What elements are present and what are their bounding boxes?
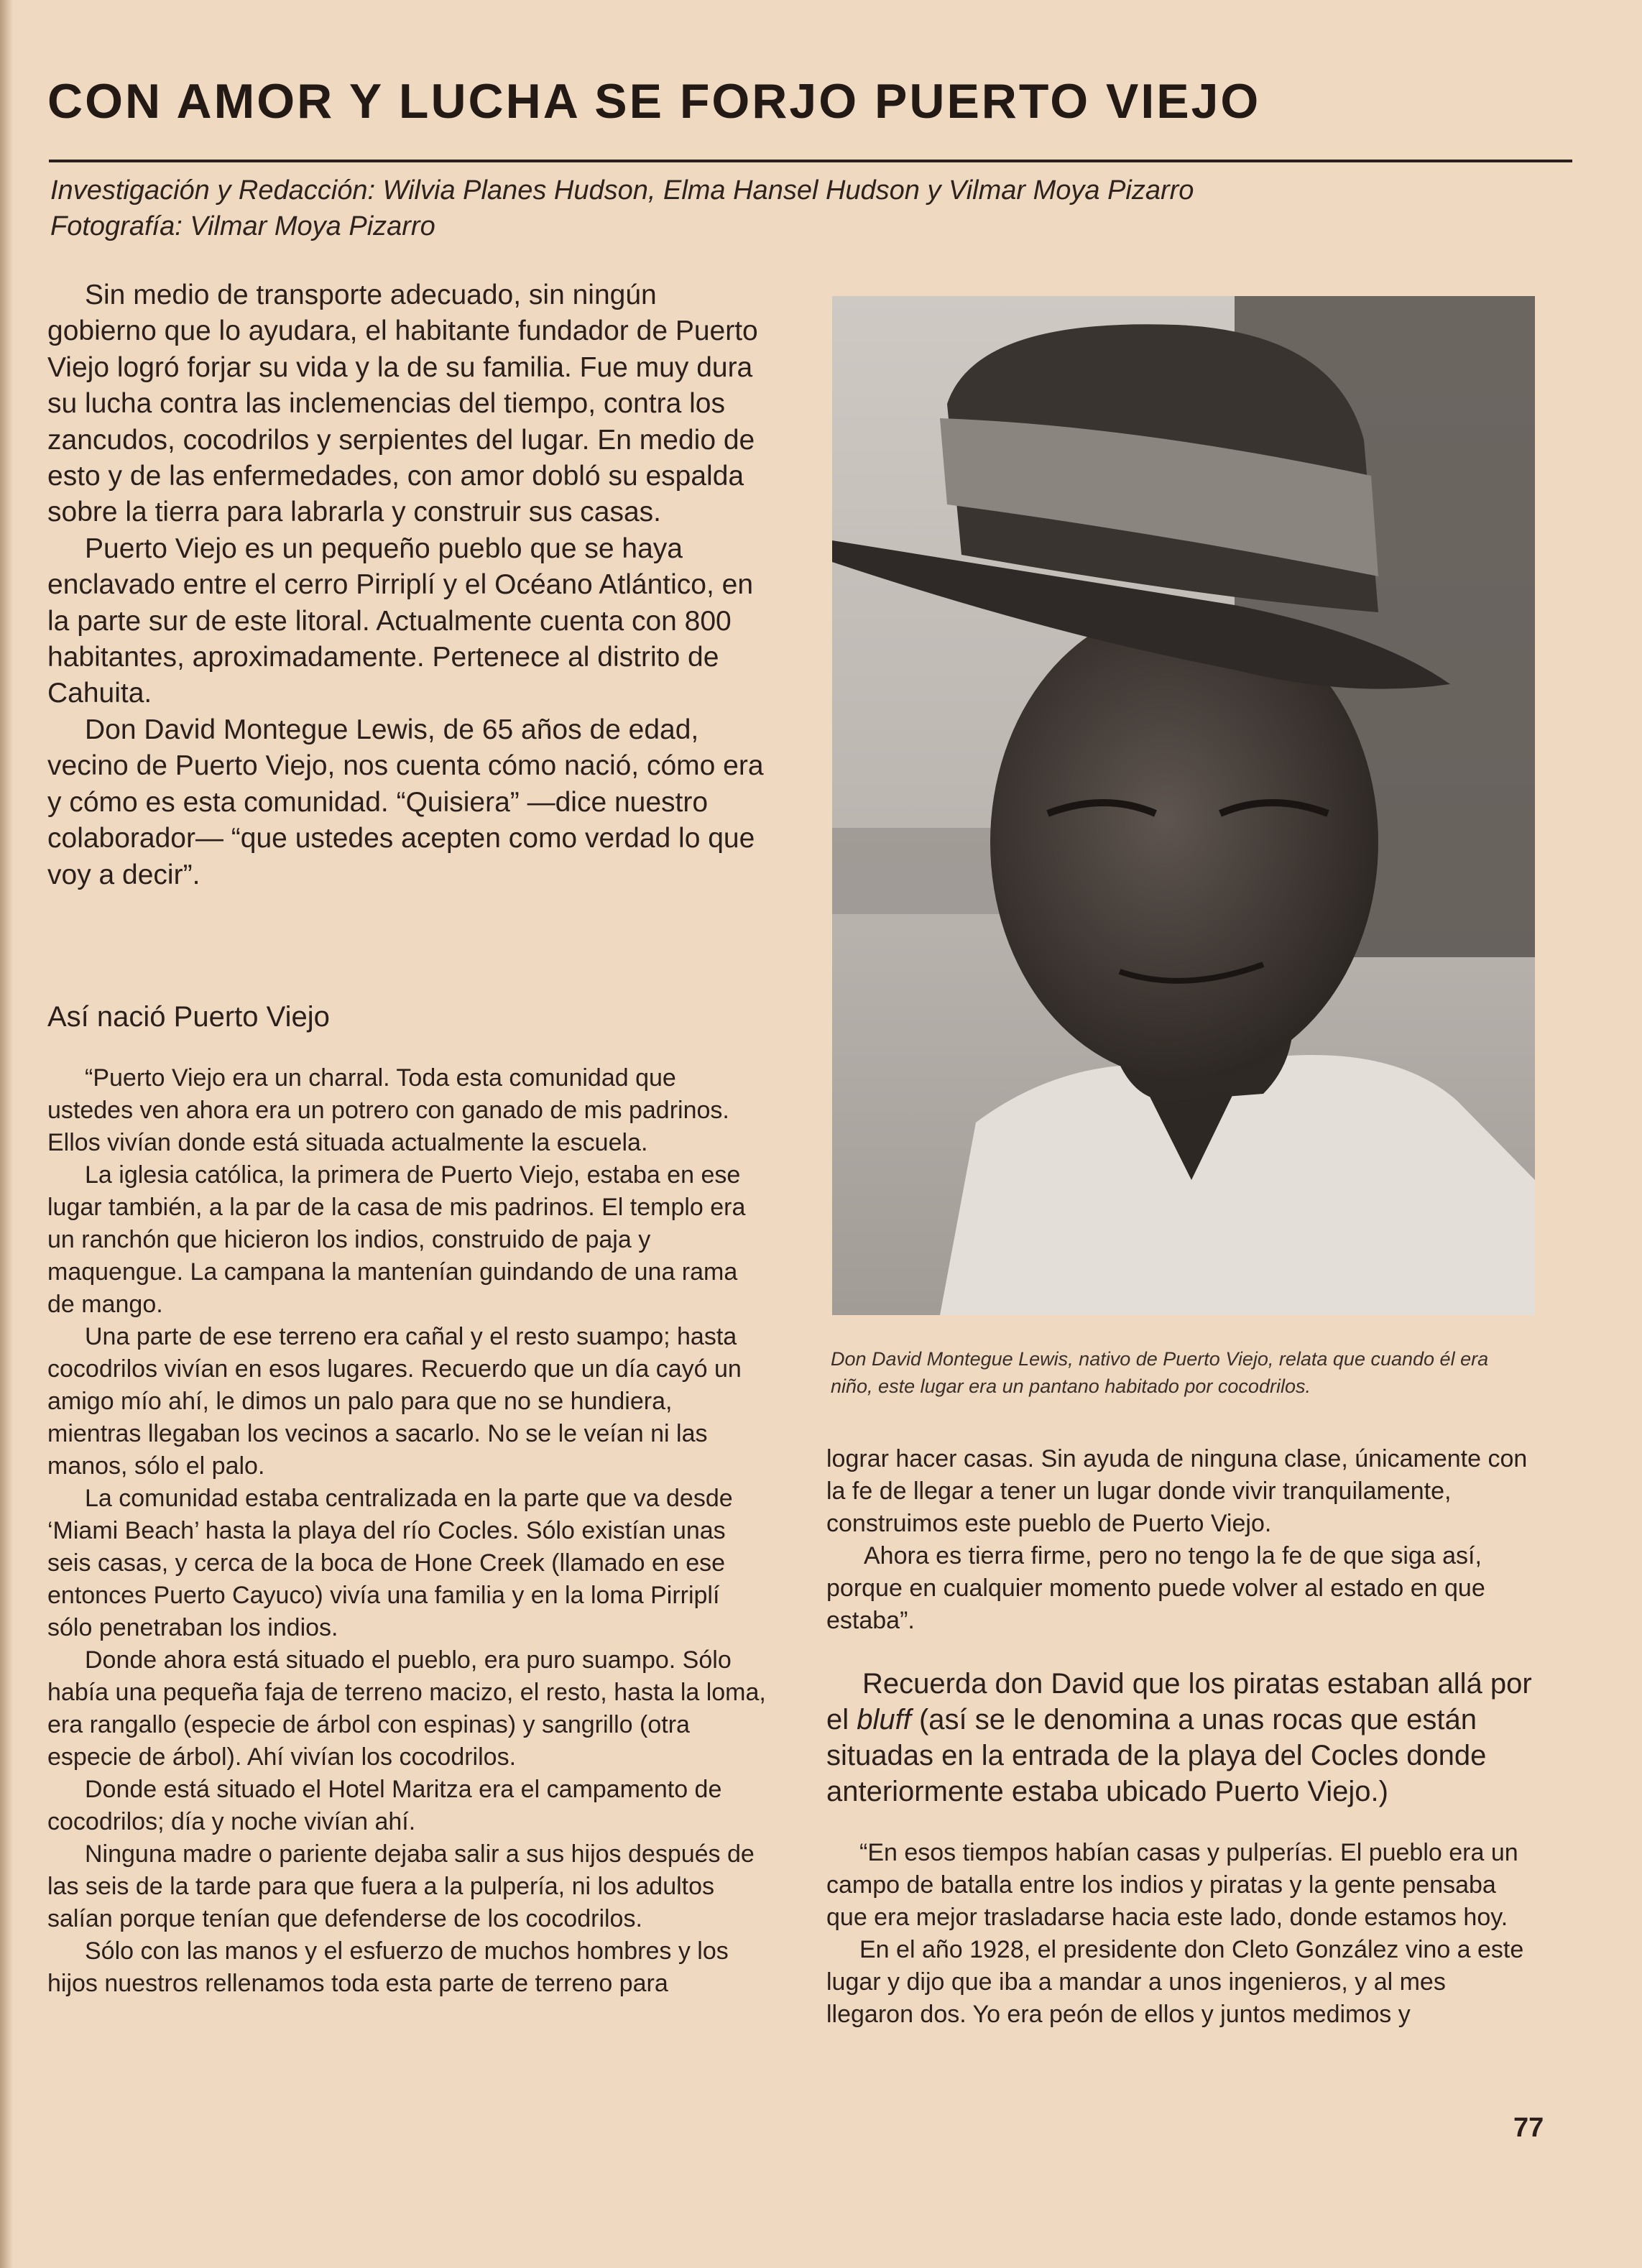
intro-paragraph: Puerto Viejo es un pequeño pueblo que se haya enclavado entre el cerro Pirriplí y el Océano Atlántico, en la parte sur de este litoral. Actualmente cuenta con 800 habitantes, aproximadamente. Pertenece al distrito de Cahuita. bbox=[47, 533, 754, 709]
right-column-lower bbox=[826, 1837, 1538, 2031]
body-paragraph: Donde está situado el Hotel Maritza era el campamento de cocodrilos; día y noche vivían ahí. bbox=[47, 1776, 722, 1835]
body-paragraph: La iglesia católica, la primera de Puerto Viejo, estaba en ese lugar también, a la par de la casa de mis padrinos. El templo era un ranchón que hicieron los indios, construido de paja y maquengue. La campana la mantenían guindando de una rama de mango. bbox=[47, 1161, 746, 1318]
portrait-photo bbox=[832, 296, 1535, 1315]
intro-paragraph: Don David Montegue Lewis, de 65 años de edad, vecino de Puerto Viejo, nos cuenta cómo nació, cómo era y cómo es esta comunidad. “Quisiera” —dice nuestro colaborador— “que ustedes acepten como verdad lo que voy a decir”. bbox=[47, 714, 764, 890]
pull-text-italic: bluff bbox=[857, 1704, 911, 1735]
photo-caption: Don David Montegue Lewis, nativo de Puerto Viejo, relata que cuando él era niño, este lugar era un pantano habitado por cocodrilos. bbox=[831, 1348, 1489, 1397]
title-rule bbox=[49, 160, 1572, 162]
body-paragraph: “En esos tiempos habían casas y pulperías. El pueblo era un campo de batalla entre los indios y piratas y la gente pensaba que era mejor trasladarse hacia este lado, donde estamos hoy. bbox=[826, 1839, 1518, 1931]
body-paragraph: Una parte de ese terreno era cañal y el resto suampo; hasta cocodrilos vivían en esos lugares. Recuerdo que un día cayó un amigo mío ahí, le dimos un palo para que no se hundiera, mientras llegaban los vecinos a sacarlo. No se le veían ni las manos, sólo el palo. bbox=[47, 1323, 742, 1480]
page-edge-shadow bbox=[0, 0, 13, 2268]
section-subheading: Así nació Puerto Viejo bbox=[47, 1001, 330, 1033]
body-paragraph: Ninguna madre o pariente dejaba salir a sus hijos después de las seis de la tarde para que fuera a la pulpería, ni los adultos salían porque tenían que defenderse de los cocodrilos. bbox=[47, 1840, 755, 1932]
intro-paragraph: Sin medio de transporte adecuado, sin ningún gobierno que lo ayudara, el habitante fundador de Puerto Viejo logró forjar su vida y la de su familia. Fue muy dura su lucha contra las inclemencias del tiempo, contra los zancudos, cocodrilos y serpientes del lugar. En medio de esto y de las enfermedades, con amor dobló su espalda sobre la tierra para labrarla y construir sus casas. bbox=[47, 280, 758, 528]
right-column-top bbox=[826, 1443, 1538, 1637]
credits-research: Investigación y Redacción: Wilvia Planes Hudson, Elma Hansel Hudson y Vilmar Moya Pizarro bbox=[50, 175, 1194, 206]
body-paragraph-continuation: lograr hacer casas. Sin ayuda de ninguna clase, únicamente con la fe de llegar a tener un lugar donde vivir tranquilamente, construimos este pueblo de Puerto Viejo. bbox=[826, 1445, 1528, 1537]
credits bbox=[50, 172, 1559, 244]
pull-text-before: Recuerda don David que los piratas estaban allá por el bbox=[826, 1668, 1532, 1735]
intro-column bbox=[47, 277, 766, 893]
pull-paragraph-text bbox=[826, 1666, 1538, 1810]
body-paragraph: “Puerto Viejo era un charral. Toda esta comunidad que ustedes ven ahora era un potrero con ganado de mis padrinos. Ellos vivían donde está situada actualmente la escuela. bbox=[47, 1064, 729, 1156]
credits-photo: Fotografía: Vilmar Moya Pizarro bbox=[50, 211, 435, 241]
page-number: 77 bbox=[1513, 2113, 1544, 2143]
body-paragraph: Ahora es tierra firme, pero no tengo la fe de que siga así, porque en cualquier momento puede volver al estado en que estaba”. bbox=[826, 1542, 1485, 1634]
portrait-illustration bbox=[832, 296, 1535, 1315]
article-title: CON AMOR Y LUCHA SE FORJO PUERTO VIEJO bbox=[47, 74, 1261, 129]
pull-paragraph bbox=[826, 1666, 1538, 1810]
body-paragraph: Sólo con las manos y el esfuerzo de muchos hombres y los hijos nuestros rellenamos toda esta parte de terreno para bbox=[47, 1937, 729, 1997]
pull-text-after: (así se le denomina a unas rocas que están situadas en la entrada de la playa del Cocles donde anteriormente estaba ubicado Puerto Viejo.) bbox=[826, 1704, 1487, 1807]
body-paragraph: La comunidad estaba centralizada en la parte que va desde ‘Miami Beach’ hasta la playa del río Cocles. Sólo existían unas seis casas, y cerca de la boca de Hone Creek (llamado en ese entonces Puerto Cayuco) vivía una familia y en la loma Pirriplí sólo penetraban los indios. bbox=[47, 1485, 733, 1641]
body-paragraph: En el año 1928, el presidente don Cleto González vino a este lugar y dijo que iba a mandar a unos ingenieros, y al mes llegaron dos. Yo era peón de ellos y juntos medimos y bbox=[826, 1936, 1524, 2028]
body-paragraph: Donde ahora está situado el pueblo, era puro suampo. Sólo había una pequeña faja de terreno macizo, el resto, hasta la loma, era rangallo (especie de árbol con espinas) y sangrillo (otra especie de árbol). Ahí vivían los cocodrilos. bbox=[47, 1646, 766, 1771]
left-column bbox=[47, 1062, 766, 2000]
